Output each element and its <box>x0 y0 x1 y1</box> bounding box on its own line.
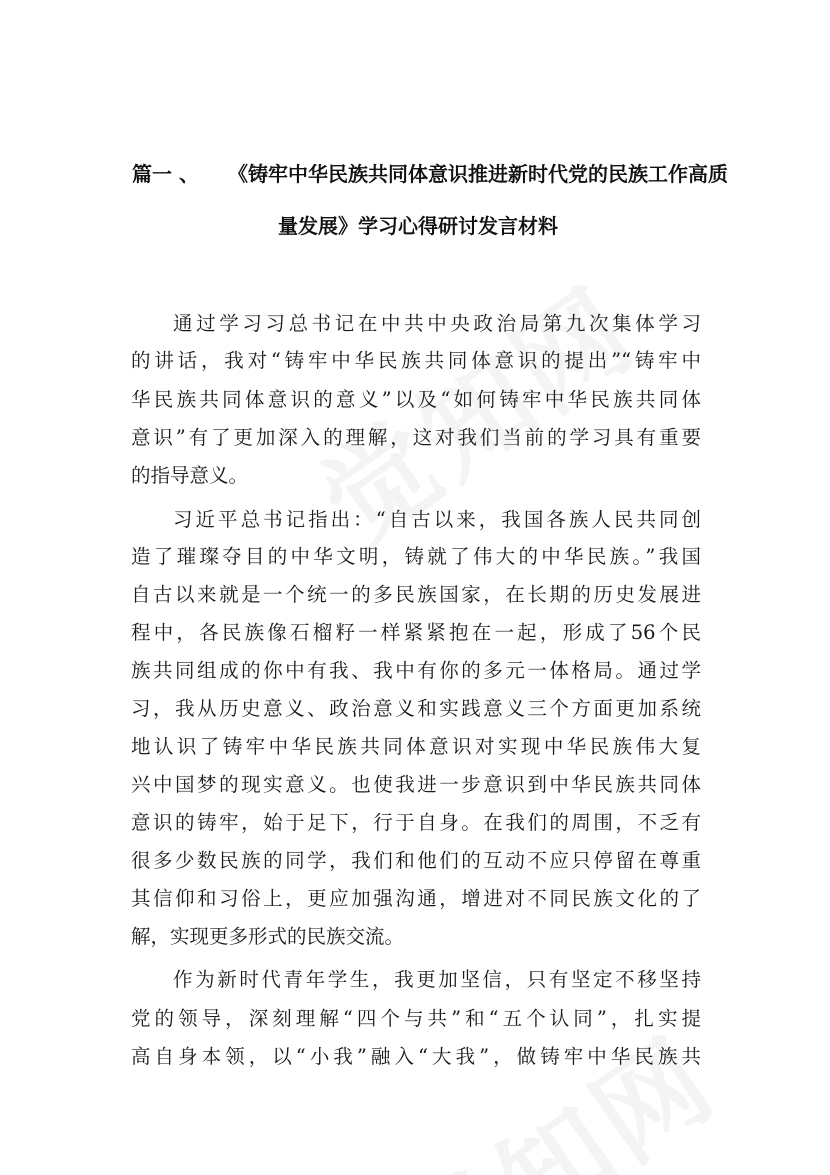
paragraph-2-line-5: 族共同组成的你中有我、我中有你的多元一体格局。通过学 <box>131 659 701 682</box>
paragraph-1-line-3: 华民族共同体意识的意义”以及“如何铸牢中华民族共同体 <box>131 388 701 411</box>
paragraph-2-line-11: 其信仰和习俗上，更应加强沟通，增进对不同民族文化的了 <box>131 887 701 910</box>
paragraph-3-line-2: 党的领导，深刻理解“四个与共”和“五个认同”，扎实提 <box>131 1007 701 1030</box>
paragraph-2-line-10: 很多少数民族的同学，我们和他们的互动不应只停留在尊重 <box>131 849 701 872</box>
paragraph-3-line-1: 作为新时代青年学生，我更加坚信，只有坚定不移坚持 <box>173 968 701 991</box>
title-prefix: 篇一 、 <box>132 162 199 186</box>
paragraph-2-line-3: 自古以来就是一个统一的多民族国家，在长期的历史发展进 <box>131 583 701 606</box>
paragraph-2-line-1: 习近平总书记指出：“自古以来，我国各族人民共同创 <box>173 508 701 531</box>
title-line-2: 量发展》学习心得研讨发言材料 <box>278 214 558 238</box>
paragraph-2-line-2: 造了璀璨夺目的中华文明，铸就了伟大的中华民族。”我国 <box>131 545 701 568</box>
paragraph-2-line-6: 习，我从历史意义、政治意义和实践意义三个方面更加系统 <box>131 697 701 720</box>
paragraph-2-line-8: 兴中国梦的现实意义。也使我进一步意识到中华民族共同体 <box>131 773 701 796</box>
title-main: 《铸牢中华民族共同体意识推进新时代党的民族工作高质 <box>228 162 728 186</box>
paragraph-2-line-4: 程中，各民族像石榴籽一样紧紧抱在一起，形成了56个民 <box>131 621 701 644</box>
paragraph-2-line-9: 意识的铸牢，始于足下，行于自身。在我们的周围，不乏有 <box>131 811 701 834</box>
paragraph-2-line-12: 解，实现更多形式的民族交流。 <box>131 925 405 948</box>
paragraph-1-line-4: 意识”有了更加深入的理解，这对我们当前的学习具有重要 <box>131 426 701 449</box>
paragraph-3-line-3: 高自身本领，以“小我”融入“大我”，做铸牢中华民族共 <box>131 1045 701 1068</box>
paragraph-1-line-2: 的讲话，我对“铸牢中华民族共同体意识的提出”“铸牢中 <box>131 349 701 372</box>
paragraph-1-line-1: 通过学习习总书记在中共中央政治局第九次集体学习 <box>173 312 701 335</box>
title-line-1 <box>132 158 728 187</box>
paragraph-1-line-5: 的指导意义。 <box>131 464 249 487</box>
paragraph-2-line-7: 地认识了铸牢中华民族共同体意识对实现中华民族伟大复 <box>131 735 701 758</box>
